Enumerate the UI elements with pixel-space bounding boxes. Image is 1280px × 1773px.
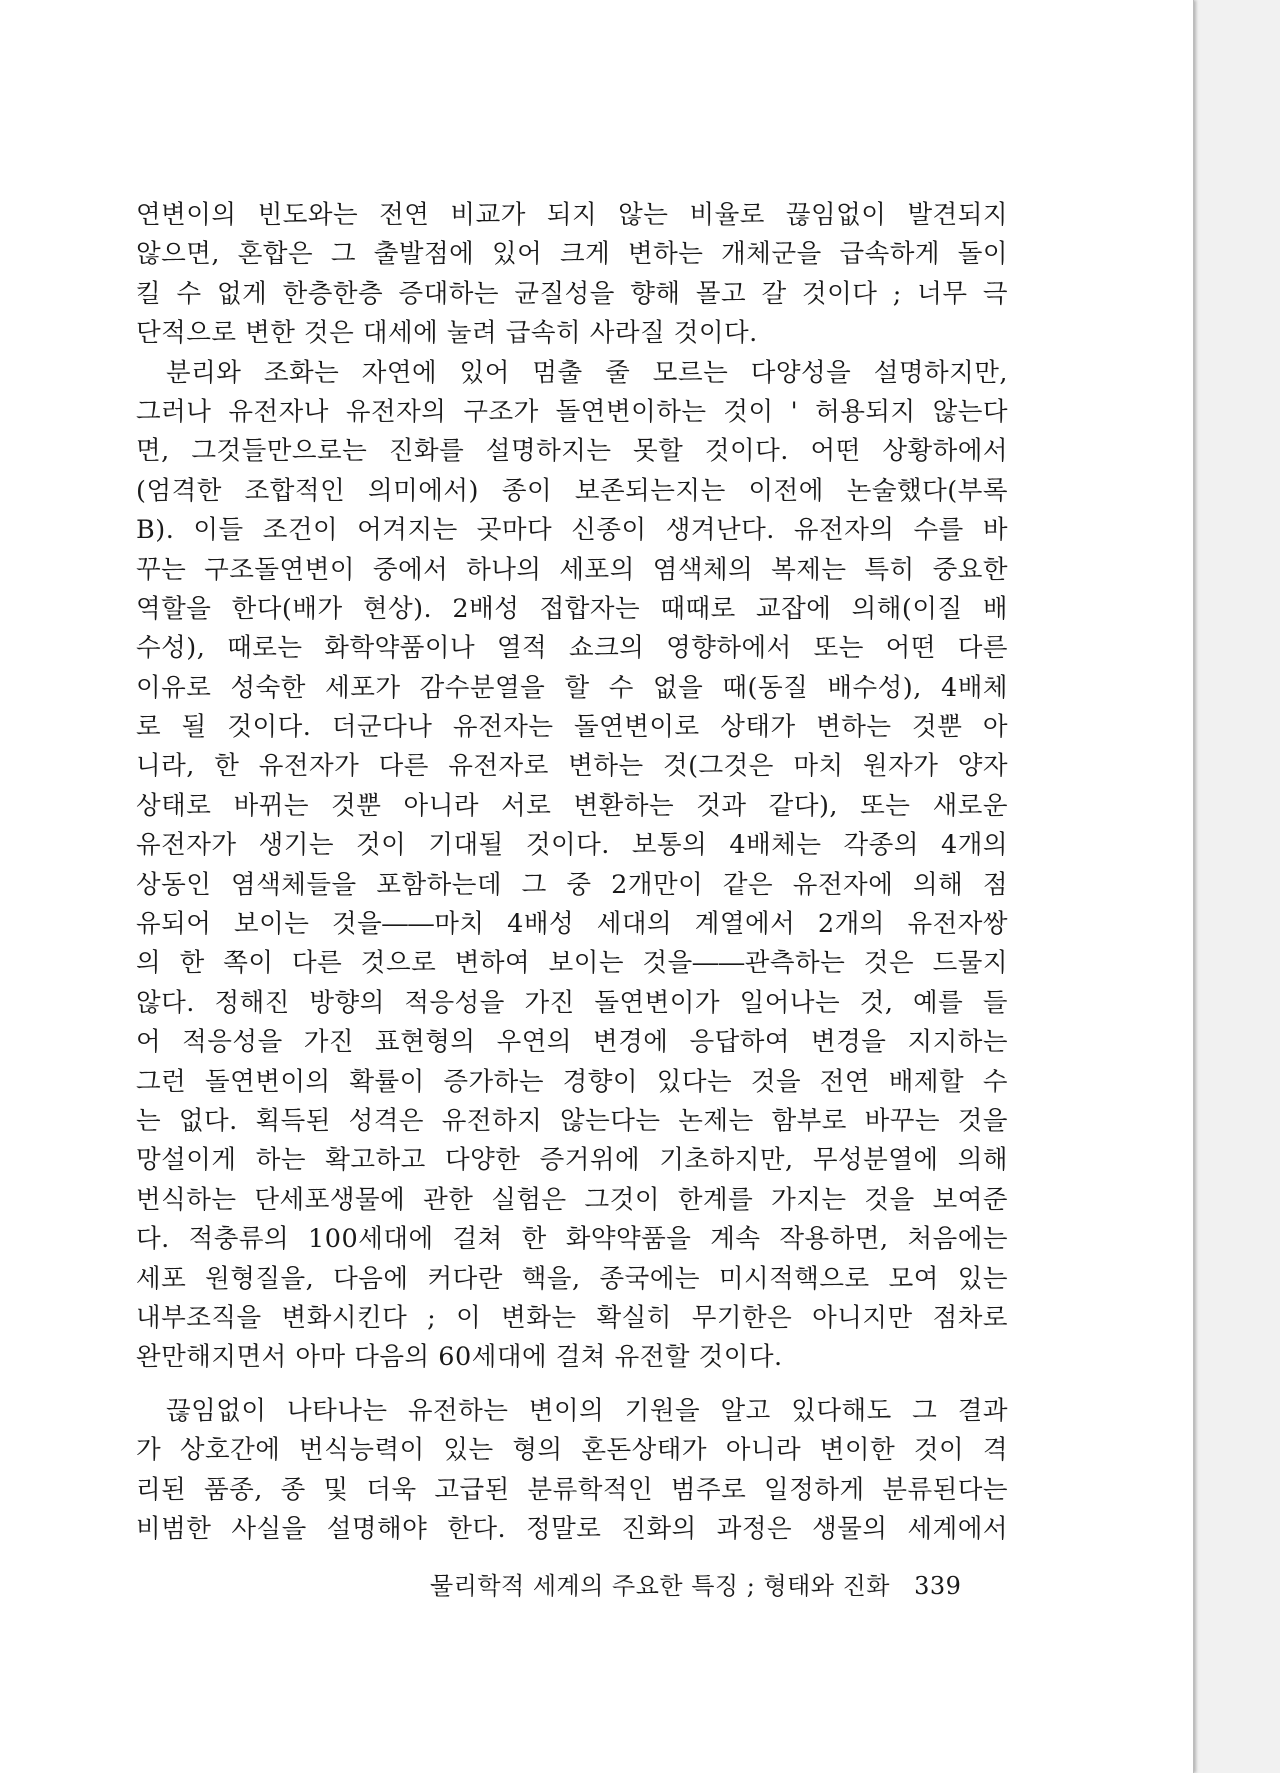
text-line: 상동인 염색체들을 포함하는데 그 중 2개만이 같은 유전자에 의해 점 <box>136 869 1008 900</box>
text-line: 분리와 조화는 자연에 있어 멈출 줄 모르는 다양성을 설명하지만, <box>166 357 1008 388</box>
paragraph-spacer <box>136 1378 1008 1392</box>
text-line: 는 없다. 획득된 성격은 유전하지 않는다는 논제는 함부로 바꾸는 것을 <box>136 1105 1008 1136</box>
text-line: 세포 원형질을, 다음에 커다란 핵을, 종국에는 미시적핵으로 모여 있는 <box>136 1263 1008 1294</box>
text-line: 유전자가 생기는 것이 기대될 것이다. 보통의 4배체는 각종의 4개의 <box>136 830 1008 861</box>
text-line: 로 될 것이다. 더군다나 유전자는 돌연변이로 상태가 변하는 것뿐 아 <box>136 712 1008 743</box>
text-line: 비범한 사실을 설명해야 한다. 정말로 진화의 과정은 생물의 세계에서 <box>136 1513 1008 1544</box>
text-line: 면, 그것들만으로는 진화를 설명하지는 못할 것이다. 어떤 상황하에서 <box>136 436 1008 467</box>
text-line: 의 한 쪽이 다른 것으로 변하여 보이는 것을――관측하는 것은 드물지 <box>136 948 1008 979</box>
text-line: 내부조직을 변화시킨다 ; 이 변화는 확실히 무기한은 아니지만 점차로 <box>136 1302 1008 1333</box>
text-line: 수성), 때로는 화학약품이나 열적 쇼크의 영향하에서 또는 어떤 다른 <box>136 633 1008 664</box>
running-title: 물리학적 세계의 주요한 특징 ; 형태와 진화 <box>430 1572 890 1600</box>
text-line: 이유로 성숙한 세포가 감수분열을 할 수 없을 때(동질 배수성), 4배체 <box>136 672 1008 703</box>
text-line: (엄격한 조합적인 의미에서) 종이 보존되는지는 이전에 논술했다(부록 <box>136 475 1008 506</box>
text-line: 망설이게 하는 확고하고 다양한 증거위에 기초하지만, 무성분열에 의해 <box>136 1145 1008 1176</box>
text-line: 완만해지면서 아마 다음의 60세대에 걸쳐 유전할 것이다. <box>136 1342 783 1373</box>
text-line: 않다. 정해진 방향의 적응성을 가진 돌연변이가 일어나는 것, 예를 들 <box>136 987 1008 1018</box>
text-line: 번식하는 단세포생물에 관한 실험은 그것이 한계를 가지는 것을 보여준 <box>136 1184 1008 1215</box>
text-line: 상태로 바뀌는 것뿐 아니라 서로 변환하는 것과 같다), 또는 새로운 <box>136 790 1008 821</box>
text-line: B). 이들 조건이 어겨지는 곳마다 신종이 생겨난다. 유전자의 수를 바 <box>136 515 1008 546</box>
text-line: 연변이의 빈도와는 전연 비교가 되지 않는 비율로 끊임없이 발견되지 <box>136 200 1008 230</box>
text-line: 다. 적충류의 100세대에 걸쳐 한 화약약품을 계속 작용하면, 처음에는 <box>136 1224 1008 1255</box>
paragraph-1 <box>136 196 1008 354</box>
text-line: 그런 돌연변이의 확률이 증가하는 경향이 있다는 것을 전연 배제할 수 <box>136 1066 1008 1097</box>
paragraph-3 <box>136 1392 1008 1550</box>
paragraph-2 <box>136 354 1008 1378</box>
text-line: 어 적응성을 가진 표현형의 우연의 변경에 응답하여 변경을 지지하는 <box>136 1027 1008 1058</box>
text-line: 니라, 한 유전자가 다른 유전자로 변하는 것(그것은 마치 원자가 양자 <box>136 751 1008 782</box>
text-line: 끊임없이 나타나는 유전하는 변이의 기원을 알고 있다해도 그 결과 <box>166 1395 1008 1426</box>
text-line: 그러나 유전자나 유전자의 구조가 돌연변이하는 것이 ' 허용되지 않는다 <box>136 396 1008 427</box>
text-line: 단적으로 변한 것은 대세에 눌려 급속히 사라질 것이다. <box>136 318 758 349</box>
text-line: 리된 품종, 종 및 더욱 고급된 분류학적인 범주로 일정하게 분류된다는 <box>136 1474 1008 1505</box>
text-line: 꾸는 구조돌연변이 중에서 하나의 세포의 염색체의 복제는 특히 중요한 <box>136 554 1008 585</box>
text-line: 가 상호간에 번식능력이 있는 형의 혼돈상태가 아니라 변이한 것이 격 <box>136 1435 1008 1466</box>
body-text <box>136 196 1008 1549</box>
text-line: 않으면, 혼합은 그 출발점에 있어 크게 변하는 개체군을 급속하게 돌이 <box>136 239 1008 270</box>
text-line: 유되어 보이는 것을――마치 4배성 세대의 계열에서 2개의 유전자쌍 <box>136 909 1008 940</box>
text-line: 역할을 한다(배가 현상). 2배성 접합자는 때때로 교잡에 의해(이질 배 <box>136 593 1008 624</box>
page-footer <box>430 1566 990 1601</box>
text-line: 킬 수 없게 한층한층 증대하는 균질성을 향해 몰고 갈 것이다 ; 너무 극 <box>136 278 1008 309</box>
page-number: 339 <box>914 1572 962 1600</box>
